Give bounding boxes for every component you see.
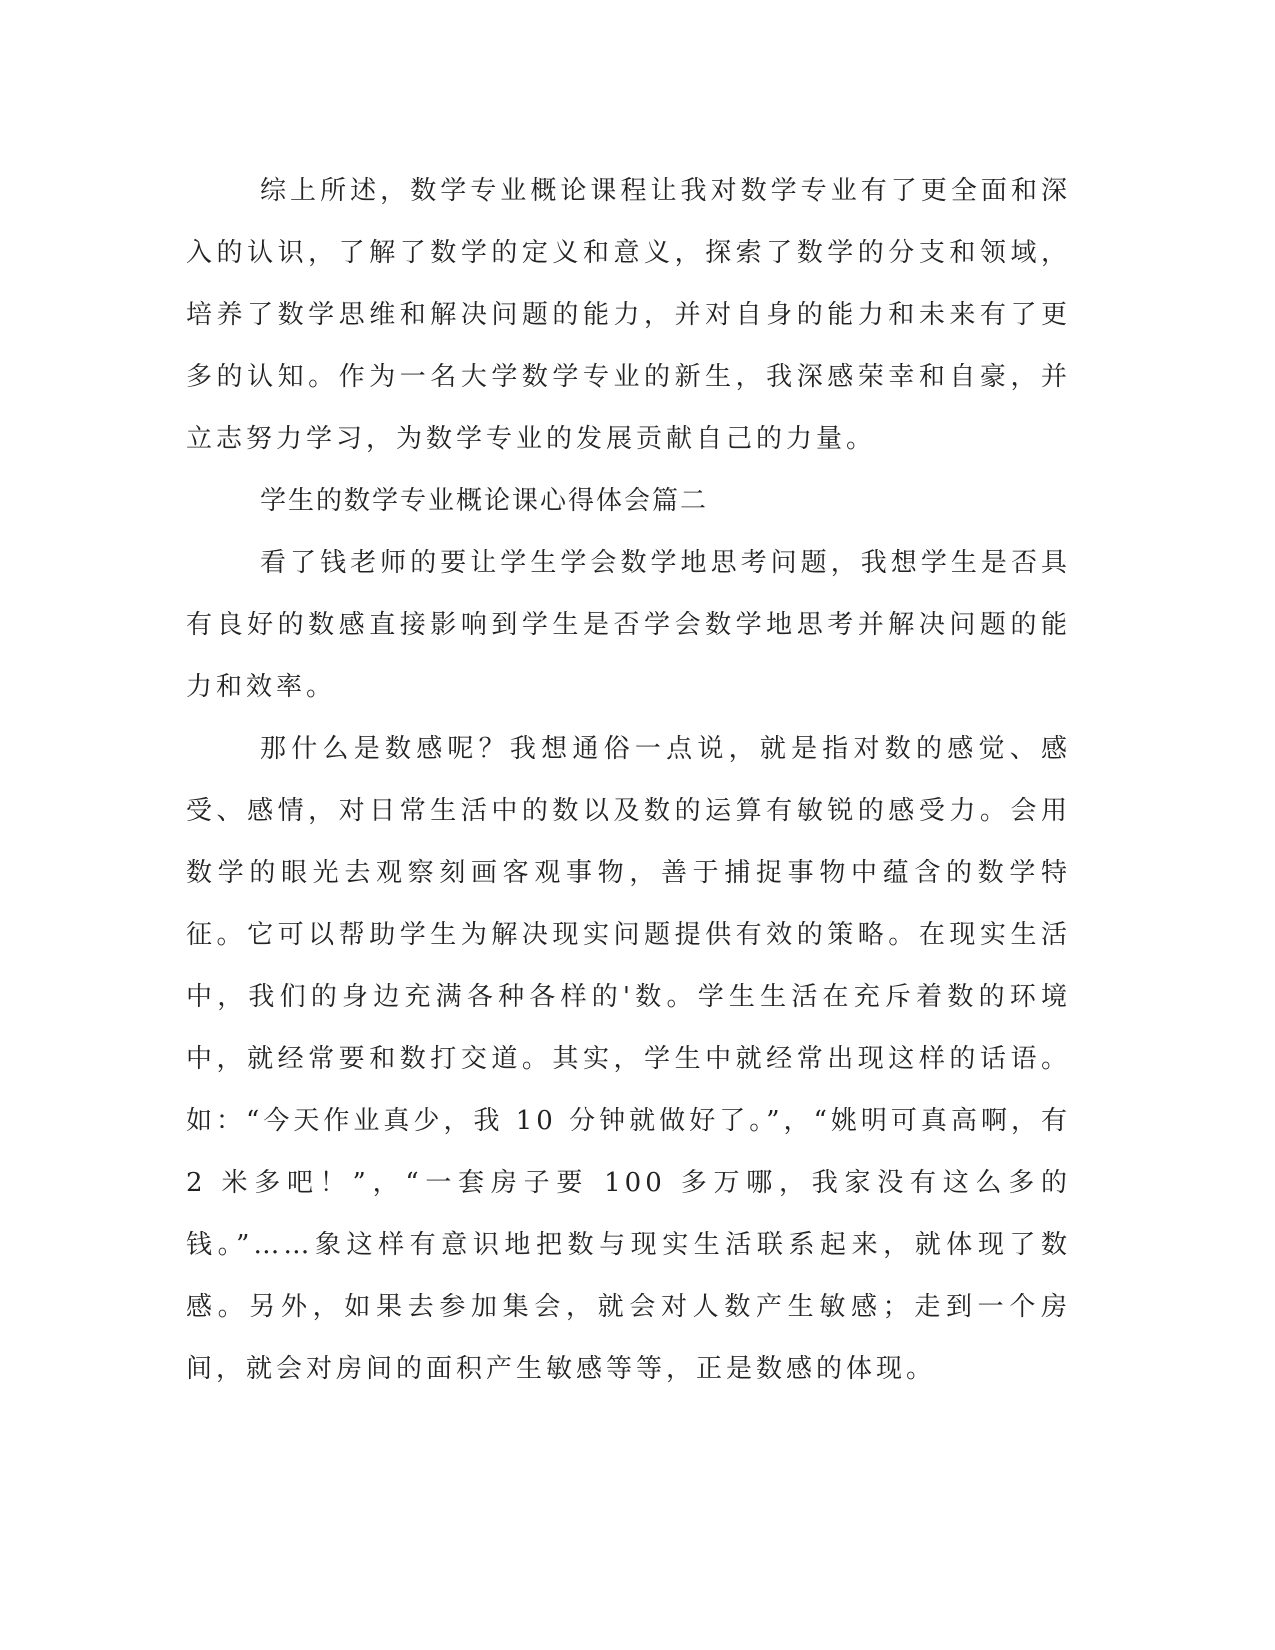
- document-body: [186, 160, 1084, 1400]
- section-heading: 学生的数学专业概论课心得体会篇二: [260, 486, 709, 516]
- paragraph-summary: 综上所述，数学专业概论课程让我对数学专业有了更全面和深入的认识，了解了数学的定义和意义，探索了数学的分支和领域，培养了数学思维和解决问题的能力，并对自身的能力和未来有了更多的认知。作为一名大学数学专业的新生，我深感荣幸和自豪，并立志努力学习，为数学专业的发展贡献自己的力量。: [186, 176, 1071, 454]
- paragraph-intro: 看了钱老师的要让学生学会数学地思考问题，我想学生是否具有良好的数感直接影响到学生是否学会数学地思考并解决问题的能力和效率。: [186, 548, 1071, 702]
- paragraph-number-sense: 那什么是数感呢？我想通俗一点说，就是指对数的感觉、感受、感情，对日常生活中的数以及数的运算有敏锐的感受力。会用数学的眼光去观察刻画客观事物，善于捕捉事物中蕴含的数学特征。它可以帮助学生为解决现实问题提供有效的策略。在现实生活中，我们的身边充满各种各样的'数。学生生活在充斥着数的环境中，就经常要和数打交道。其实，学生中就经常出现这样的话语。如：“今天作业真少，我 10 分钟就做好了。”，“姚明可真高啊，有 2 米多吧！”，“一套房子要 100 多万哪，我家没有这么多的钱。”……象这样有意识地把数与现实生活联系起来，就体现了数感。另外，如果去参加集会，就会对人数产生敏感；走到一个房间，就会对房间的面积产生敏感等等，正是数感的体现。: [186, 734, 1084, 1384]
